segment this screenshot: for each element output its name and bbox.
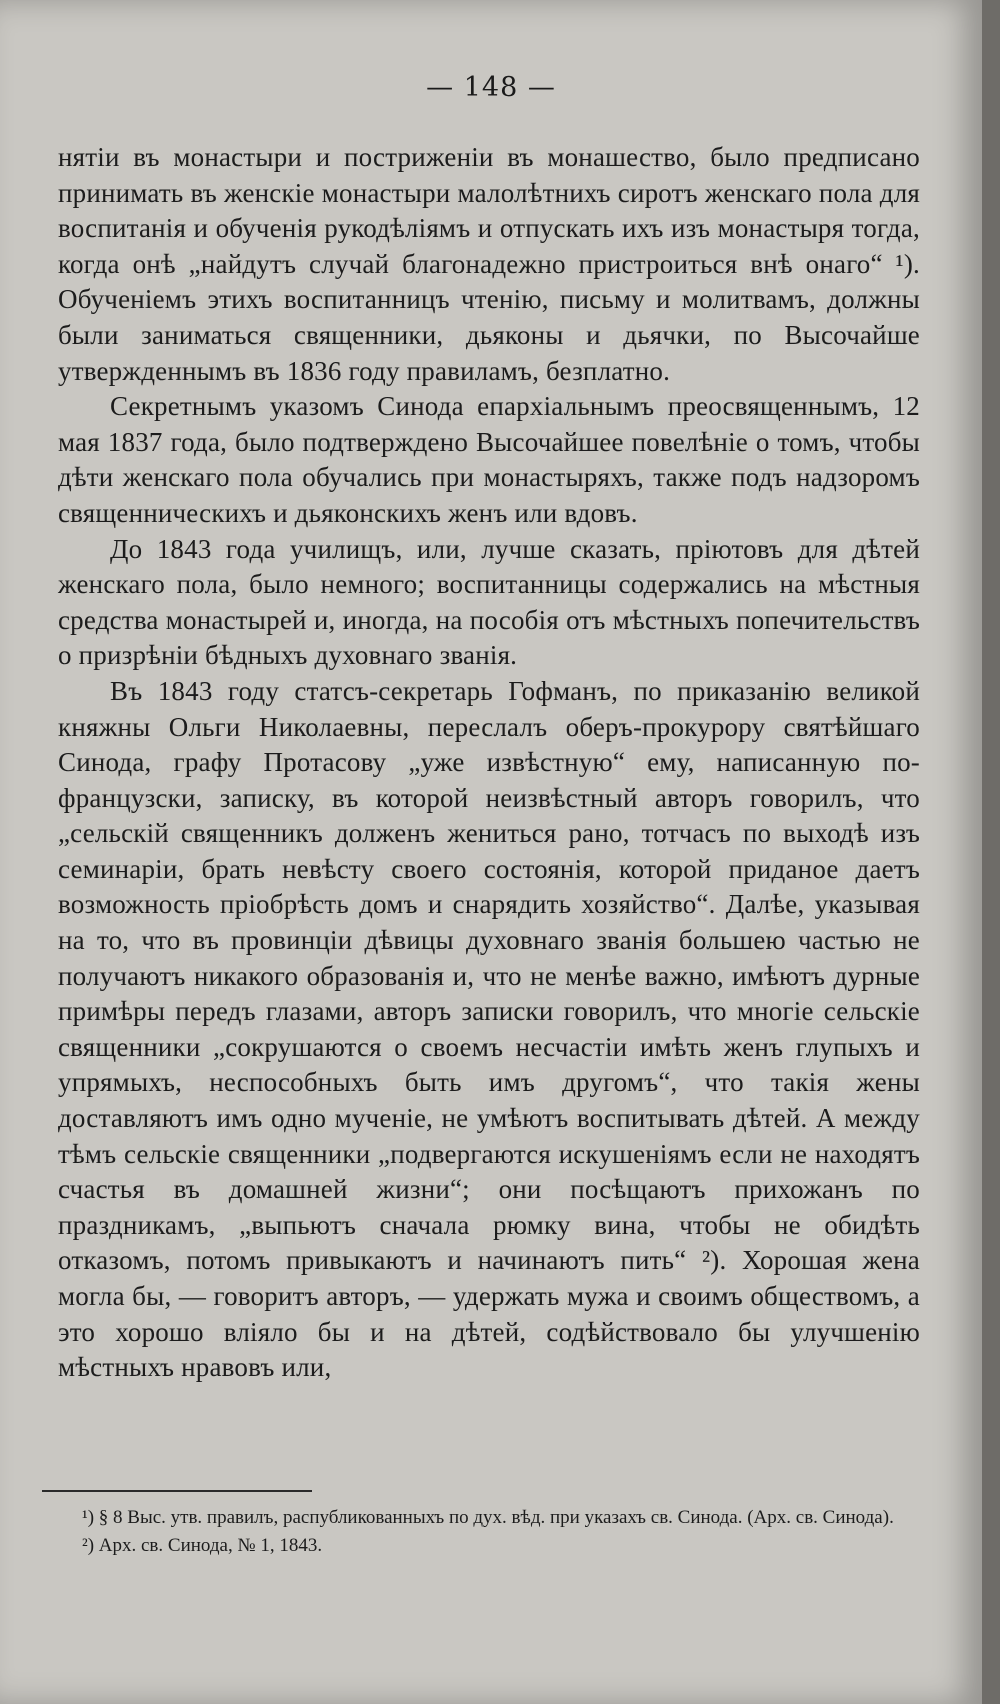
- footnotes: [42, 1504, 920, 1560]
- footnote-divider: [42, 1490, 312, 1492]
- paragraph-1: нятіи въ монастыри и постриженіи въ монашество, было предписано принимать въ женскіе монастыри малолѣтнихъ сиротъ женскаго пола для воспитанія и обученія рукодѣліямъ и отпускать ихъ изъ монастыря тогда, когда онѣ „найдутъ случай благонадежно пристроиться внѣ онаго“ ¹). Обученіемъ этихъ воспитанницъ чтенію, письму и молитвамъ, должны были заниматься священники, дьяконы и дьячки, по Высочайше утвержденнымъ въ 1836 году правиламъ, безплатно.: [58, 142, 920, 386]
- paragraph-3: До 1843 года училищъ, или, лучше сказать, пріютовъ для дѣтей женскаго пола, было немного; воспитанницы содержались на мѣстныя средства монастырей и, иногда, на пособія отъ мѣстныхъ попечительствъ о призрѣніи бѣдныхъ духовнаго званія.: [58, 533, 920, 671]
- footnote-1: ¹) § 8 Выс. утв. правилъ, распубликованныхъ по дух. вѣд. при указахъ св. Синода. (Арх. св. Синода).: [82, 1507, 894, 1528]
- main-text: [58, 140, 920, 1386]
- paragraph-2: Секретнымъ указомъ Синода епархіальнымъ преосвященнымъ, 12 мая 1837 года, было подтверждено Высочайшее повелѣніе о томъ, чтобы дѣти женскаго пола обучались при монастыряхъ, также подъ надзоромъ священническихъ и дьяконскихъ женъ или вдовъ.: [58, 391, 920, 528]
- footnote-2: ²) Арх. св. Синода, № 1, 1843.: [82, 1535, 323, 1556]
- paragraph-4: Въ 1843 году статсъ-секретарь Гофманъ, по приказанію великой княжны Ольги Николаевны, переслалъ оберъ-прокурору святѣйшаго Синода, графу Протасову „уже извѣстную“ ему, написанную по-французски, записку, въ которой неизвѣстный авторъ говорилъ, что „сельскій священникъ долженъ жениться рано, тотчасъ по выходѣ изъ семинаріи, брать невѣсту своего состоянія, которой приданое даетъ возможность пріобрѣсть домъ и снарядить хозяйство“. Далѣе, указывая на то, что въ провинціи дѣвицы духовнаго званія большею частью не получаютъ никакого образованія и, что не менѣе важно, имѣютъ дурные примѣры передъ глазами, авторъ записки говорилъ, что многіе сельскіе священники „сокрушаются о своемъ несчастіи имѣть женъ глупыхъ и упрямыхъ, неспособныхъ быть имъ другомъ“, что такія жены доставляютъ имъ одно мученіе, не умѣютъ воспитывать дѣтей. А между тѣмъ сельскіе священники „подвергаются искушеніямъ если не находятъ счастья въ домашней жизни“; они посѣщаютъ прихожанъ по праздникамъ, „выпьютъ сначала рюмку вина, чтобы не обидѣть отказомъ, потомъ привыкаютъ и начинаютъ пить“ ²). Хорошая жена могла бы, — говоритъ авторъ, — удержать мужа и своимъ обществомъ, а это хорошо вліяло бы и на дѣтей, содѣйствовало бы улучшенію мѣстныхъ нравовъ или,: [58, 675, 920, 1383]
- page-number: — 148 —: [426, 72, 556, 103]
